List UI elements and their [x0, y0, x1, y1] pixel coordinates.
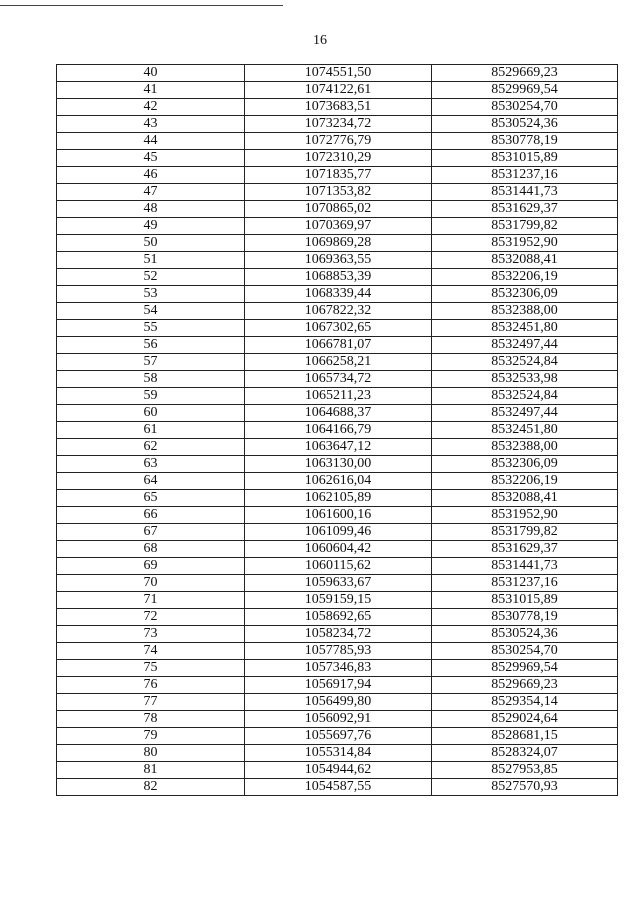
x-coordinate-cell: 1071353,82	[245, 184, 432, 201]
point-number-cell: 82	[57, 779, 245, 796]
x-coordinate-cell: 1055697,76	[245, 728, 432, 745]
y-coordinate-cell: 8530254,70	[432, 643, 618, 660]
table-row	[57, 643, 618, 660]
table-row	[57, 694, 618, 711]
point-number-cell: 54	[57, 303, 245, 320]
x-coordinate-cell: 1068339,44	[245, 286, 432, 303]
x-coordinate-cell: 1057346,83	[245, 660, 432, 677]
coordinates-table-body	[57, 65, 618, 796]
table-row	[57, 235, 618, 252]
y-coordinate-cell: 8531799,82	[432, 218, 618, 235]
table-row	[57, 286, 618, 303]
y-coordinate-cell: 8532088,41	[432, 252, 618, 269]
y-coordinate-cell: 8529024,64	[432, 711, 618, 728]
x-coordinate-cell: 1067822,32	[245, 303, 432, 320]
table-row	[57, 711, 618, 728]
table-row	[57, 677, 618, 694]
table-row	[57, 779, 618, 796]
x-coordinate-cell: 1061099,46	[245, 524, 432, 541]
x-coordinate-cell: 1055314,84	[245, 745, 432, 762]
x-coordinate-cell: 1064166,79	[245, 422, 432, 439]
table-row	[57, 728, 618, 745]
point-number-cell: 77	[57, 694, 245, 711]
table-row	[57, 354, 618, 371]
table-row	[57, 541, 618, 558]
x-coordinate-cell: 1059159,15	[245, 592, 432, 609]
table-row	[57, 184, 618, 201]
point-number-cell: 55	[57, 320, 245, 337]
y-coordinate-cell: 8531015,89	[432, 150, 618, 167]
y-coordinate-cell: 8528324,07	[432, 745, 618, 762]
table-row	[57, 626, 618, 643]
x-coordinate-cell: 1056917,94	[245, 677, 432, 694]
table-row	[57, 269, 618, 286]
point-number-cell: 47	[57, 184, 245, 201]
point-number-cell: 73	[57, 626, 245, 643]
y-coordinate-cell: 8532524,84	[432, 388, 618, 405]
y-coordinate-cell: 8531629,37	[432, 201, 618, 218]
coordinates-table	[56, 64, 618, 796]
y-coordinate-cell: 8531237,16	[432, 575, 618, 592]
table-row	[57, 422, 618, 439]
point-number-cell: 41	[57, 82, 245, 99]
x-coordinate-cell: 1058692,65	[245, 609, 432, 626]
y-coordinate-cell: 8532388,00	[432, 303, 618, 320]
point-number-cell: 70	[57, 575, 245, 592]
table-row	[57, 201, 618, 218]
y-coordinate-cell: 8531952,90	[432, 507, 618, 524]
table-row	[57, 473, 618, 490]
table-row	[57, 133, 618, 150]
table-row	[57, 252, 618, 269]
y-coordinate-cell: 8532451,80	[432, 320, 618, 337]
point-number-cell: 52	[57, 269, 245, 286]
point-number-cell: 69	[57, 558, 245, 575]
y-coordinate-cell: 8528681,15	[432, 728, 618, 745]
y-coordinate-cell: 8531015,89	[432, 592, 618, 609]
point-number-cell: 57	[57, 354, 245, 371]
y-coordinate-cell: 8529969,54	[432, 82, 618, 99]
point-number-cell: 62	[57, 439, 245, 456]
point-number-cell: 44	[57, 133, 245, 150]
point-number-cell: 48	[57, 201, 245, 218]
table-row	[57, 82, 618, 99]
y-coordinate-cell: 8532533,98	[432, 371, 618, 388]
x-coordinate-cell: 1066258,21	[245, 354, 432, 371]
x-coordinate-cell: 1069869,28	[245, 235, 432, 252]
x-coordinate-cell: 1072310,29	[245, 150, 432, 167]
x-coordinate-cell: 1073683,51	[245, 99, 432, 116]
x-coordinate-cell: 1062105,89	[245, 490, 432, 507]
point-number-cell: 71	[57, 592, 245, 609]
table-row	[57, 762, 618, 779]
point-number-cell: 64	[57, 473, 245, 490]
table-row	[57, 65, 618, 82]
point-number-cell: 72	[57, 609, 245, 626]
y-coordinate-cell: 8532524,84	[432, 354, 618, 371]
page-number: 16	[313, 33, 327, 48]
x-coordinate-cell: 1065211,23	[245, 388, 432, 405]
y-coordinate-cell: 8532497,44	[432, 337, 618, 354]
x-coordinate-cell: 1060115,62	[245, 558, 432, 575]
y-coordinate-cell: 8532206,19	[432, 269, 618, 286]
x-coordinate-cell: 1070865,02	[245, 201, 432, 218]
point-number-cell: 42	[57, 99, 245, 116]
y-coordinate-cell: 8531441,73	[432, 558, 618, 575]
x-coordinate-cell: 1057785,93	[245, 643, 432, 660]
x-coordinate-cell: 1061600,16	[245, 507, 432, 524]
y-coordinate-cell: 8527953,85	[432, 762, 618, 779]
point-number-cell: 53	[57, 286, 245, 303]
table-row	[57, 116, 618, 133]
y-coordinate-cell: 8532497,44	[432, 405, 618, 422]
y-coordinate-cell: 8531629,37	[432, 541, 618, 558]
point-number-cell: 80	[57, 745, 245, 762]
table-row	[57, 609, 618, 626]
y-coordinate-cell: 8527570,93	[432, 779, 618, 796]
table-row	[57, 150, 618, 167]
point-number-cell: 51	[57, 252, 245, 269]
point-number-cell: 65	[57, 490, 245, 507]
table-row	[57, 371, 618, 388]
point-number-cell: 76	[57, 677, 245, 694]
point-number-cell: 45	[57, 150, 245, 167]
table-row	[57, 592, 618, 609]
table-row	[57, 745, 618, 762]
y-coordinate-cell: 8529354,14	[432, 694, 618, 711]
x-coordinate-cell: 1062616,04	[245, 473, 432, 490]
y-coordinate-cell: 8529669,23	[432, 677, 618, 694]
table-row	[57, 507, 618, 524]
table-row	[57, 575, 618, 592]
x-coordinate-cell: 1069363,55	[245, 252, 432, 269]
x-coordinate-cell: 1054587,55	[245, 779, 432, 796]
x-coordinate-cell: 1068853,39	[245, 269, 432, 286]
point-number-cell: 49	[57, 218, 245, 235]
x-coordinate-cell: 1059633,67	[245, 575, 432, 592]
table-row	[57, 456, 618, 473]
table-row	[57, 218, 618, 235]
point-number-cell: 43	[57, 116, 245, 133]
table-row	[57, 303, 618, 320]
y-coordinate-cell: 8532088,41	[432, 490, 618, 507]
point-number-cell: 63	[57, 456, 245, 473]
x-coordinate-cell: 1063130,00	[245, 456, 432, 473]
y-coordinate-cell: 8532306,09	[432, 456, 618, 473]
point-number-cell: 74	[57, 643, 245, 660]
y-coordinate-cell: 8531952,90	[432, 235, 618, 252]
table-row	[57, 660, 618, 677]
y-coordinate-cell: 8532388,00	[432, 439, 618, 456]
x-coordinate-cell: 1065734,72	[245, 371, 432, 388]
y-coordinate-cell: 8530524,36	[432, 116, 618, 133]
y-coordinate-cell: 8531441,73	[432, 184, 618, 201]
x-coordinate-cell: 1058234,72	[245, 626, 432, 643]
point-number-cell: 60	[57, 405, 245, 422]
y-coordinate-cell: 8532206,19	[432, 473, 618, 490]
table-row	[57, 439, 618, 456]
x-coordinate-cell: 1060604,42	[245, 541, 432, 558]
y-coordinate-cell: 8531799,82	[432, 524, 618, 541]
table-row	[57, 99, 618, 116]
point-number-cell: 81	[57, 762, 245, 779]
x-coordinate-cell: 1056092,91	[245, 711, 432, 728]
table-row	[57, 167, 618, 184]
y-coordinate-cell: 8529969,54	[432, 660, 618, 677]
point-number-cell: 50	[57, 235, 245, 252]
point-number-cell: 78	[57, 711, 245, 728]
x-coordinate-cell: 1064688,37	[245, 405, 432, 422]
point-number-cell: 46	[57, 167, 245, 184]
point-number-cell: 58	[57, 371, 245, 388]
x-coordinate-cell: 1074551,50	[245, 65, 432, 82]
x-coordinate-cell: 1074122,61	[245, 82, 432, 99]
table-row	[57, 320, 618, 337]
x-coordinate-cell: 1056499,80	[245, 694, 432, 711]
table-row	[57, 558, 618, 575]
point-number-cell: 40	[57, 65, 245, 82]
table-row	[57, 524, 618, 541]
x-coordinate-cell: 1072776,79	[245, 133, 432, 150]
point-number-cell: 79	[57, 728, 245, 745]
y-coordinate-cell: 8529669,23	[432, 65, 618, 82]
point-number-cell: 68	[57, 541, 245, 558]
y-coordinate-cell: 8531237,16	[432, 167, 618, 184]
table-row	[57, 405, 618, 422]
point-number-cell: 75	[57, 660, 245, 677]
point-number-cell: 56	[57, 337, 245, 354]
point-number-cell: 67	[57, 524, 245, 541]
point-number-cell: 66	[57, 507, 245, 524]
table-row	[57, 388, 618, 405]
x-coordinate-cell: 1067302,65	[245, 320, 432, 337]
point-number-cell: 61	[57, 422, 245, 439]
x-coordinate-cell: 1071835,77	[245, 167, 432, 184]
x-coordinate-cell: 1054944,62	[245, 762, 432, 779]
x-coordinate-cell: 1063647,12	[245, 439, 432, 456]
y-coordinate-cell: 8532451,80	[432, 422, 618, 439]
x-coordinate-cell: 1066781,07	[245, 337, 432, 354]
x-coordinate-cell: 1070369,97	[245, 218, 432, 235]
y-coordinate-cell: 8530254,70	[432, 99, 618, 116]
y-coordinate-cell: 8530778,19	[432, 133, 618, 150]
y-coordinate-cell: 8530778,19	[432, 609, 618, 626]
y-coordinate-cell: 8530524,36	[432, 626, 618, 643]
table-row	[57, 490, 618, 507]
y-coordinate-cell: 8532306,09	[432, 286, 618, 303]
top-rule	[0, 5, 283, 6]
table-row	[57, 337, 618, 354]
point-number-cell: 59	[57, 388, 245, 405]
x-coordinate-cell: 1073234,72	[245, 116, 432, 133]
